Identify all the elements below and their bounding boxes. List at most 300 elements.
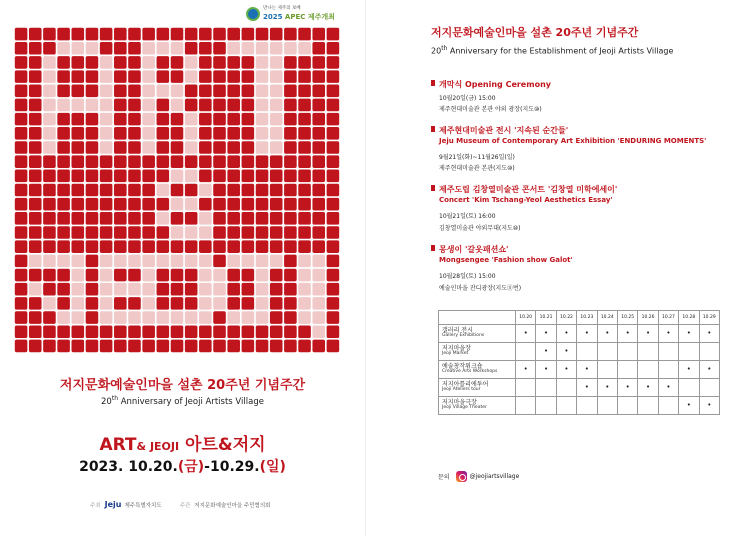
pixel-cell bbox=[213, 240, 226, 253]
pixel-cell bbox=[213, 212, 226, 225]
pixel-cell bbox=[86, 283, 99, 296]
pixel-cell bbox=[72, 283, 85, 296]
pixel-cell bbox=[15, 269, 28, 282]
pixel-cell bbox=[256, 198, 269, 211]
pixel-cell bbox=[270, 113, 283, 126]
pixel-cell bbox=[298, 297, 311, 310]
pixel-cell bbox=[86, 85, 99, 98]
pixel-cell bbox=[86, 184, 99, 197]
pixel-cell bbox=[327, 198, 340, 211]
pixel-cell bbox=[157, 198, 170, 211]
pixel-cell bbox=[128, 340, 141, 353]
bullet-icon bbox=[431, 126, 435, 132]
pixel-cell bbox=[185, 170, 198, 183]
pixel-cell bbox=[256, 340, 269, 353]
pixel-cell bbox=[171, 155, 184, 168]
pixel-cell bbox=[227, 325, 240, 338]
pixel-cell bbox=[227, 184, 240, 197]
schedule-date-header: 10.26 bbox=[638, 311, 658, 325]
pixel-cell bbox=[199, 141, 212, 154]
pixel-cell bbox=[199, 212, 212, 225]
pixel-cell bbox=[298, 170, 311, 183]
pixel-cell bbox=[15, 70, 28, 83]
pixel-cell bbox=[142, 340, 155, 353]
pixel-cell bbox=[43, 255, 56, 268]
pixel-cell bbox=[157, 184, 170, 197]
pixel-cell bbox=[157, 56, 170, 69]
pixel-cell bbox=[142, 85, 155, 98]
schedule-cell: • bbox=[617, 379, 637, 397]
pixel-cell bbox=[185, 141, 198, 154]
pixel-cell bbox=[256, 184, 269, 197]
schedule-row bbox=[439, 397, 720, 415]
pixel-cell bbox=[199, 113, 212, 126]
pixel-cell bbox=[312, 99, 325, 112]
pixel-cell bbox=[57, 70, 70, 83]
pixel-cell bbox=[128, 170, 141, 183]
pixel-cell bbox=[312, 255, 325, 268]
pixel-cell bbox=[312, 170, 325, 183]
pixel-cell bbox=[270, 269, 283, 282]
pixel-cell bbox=[114, 155, 127, 168]
pixel-cell bbox=[185, 325, 198, 338]
pixel-cell bbox=[284, 184, 297, 197]
schedule-cell bbox=[577, 343, 597, 361]
pixel-cell bbox=[312, 198, 325, 211]
pixel-cell bbox=[298, 184, 311, 197]
pixel-cell bbox=[213, 170, 226, 183]
schedule-cell: • bbox=[699, 361, 719, 379]
pixel-cell bbox=[242, 85, 255, 98]
pixel-cell bbox=[100, 127, 113, 140]
pixel-cell bbox=[327, 184, 340, 197]
pixel-cell bbox=[298, 99, 311, 112]
pixel-cell bbox=[227, 70, 240, 83]
pixel-cell bbox=[15, 311, 28, 324]
schedule-cell: • bbox=[536, 343, 556, 361]
pixel-cell bbox=[43, 155, 56, 168]
pixel-cell bbox=[72, 127, 85, 140]
pixel-cell bbox=[213, 226, 226, 239]
pixel-cell bbox=[213, 99, 226, 112]
pixel-cell bbox=[171, 113, 184, 126]
pixel-cell bbox=[312, 283, 325, 296]
pixel-cell bbox=[242, 141, 255, 154]
poster-footer: 주최 Jeju 제주특별자치도 주관 저지문화예술인마을 주민협의회 bbox=[90, 500, 271, 509]
pixel-cell bbox=[227, 226, 240, 239]
pixel-cell bbox=[213, 141, 226, 154]
pixel-cell bbox=[284, 212, 297, 225]
pixel-cell bbox=[256, 240, 269, 253]
pixel-cell bbox=[157, 212, 170, 225]
pixel-cell bbox=[199, 184, 212, 197]
pixel-cell bbox=[199, 155, 212, 168]
pixel-cell bbox=[242, 198, 255, 211]
pixel-cell bbox=[227, 28, 240, 41]
pixel-cell bbox=[185, 212, 198, 225]
pixel-cell bbox=[327, 28, 340, 41]
pixel-cell bbox=[29, 85, 42, 98]
pixel-cell bbox=[171, 170, 184, 183]
pixel-cell bbox=[43, 42, 56, 55]
pixel-cell bbox=[270, 240, 283, 253]
pixel-cell bbox=[57, 113, 70, 126]
pixel-cell bbox=[57, 212, 70, 225]
pixel-cell bbox=[284, 127, 297, 140]
pixel-cell bbox=[312, 113, 325, 126]
pixel-cell bbox=[312, 155, 325, 168]
pixel-cell bbox=[284, 311, 297, 324]
pixel-cell bbox=[15, 184, 28, 197]
pixel-cell bbox=[114, 255, 127, 268]
pixel-cell bbox=[114, 113, 127, 126]
pixel-cell bbox=[100, 255, 113, 268]
pixel-cell bbox=[29, 127, 42, 140]
pixel-cell bbox=[242, 155, 255, 168]
pixel-cell bbox=[242, 70, 255, 83]
schedule-row-label: 예술창작워크숍 Creative Arts Workshops bbox=[439, 361, 516, 379]
pixel-cell bbox=[256, 255, 269, 268]
pixel-cell bbox=[227, 99, 240, 112]
pixel-cell bbox=[72, 269, 85, 282]
instagram-handle[interactable]: @jeojiartsvillage bbox=[469, 473, 520, 480]
pixel-cell bbox=[242, 42, 255, 55]
pixel-cell bbox=[142, 297, 155, 310]
pixel-cell bbox=[128, 297, 141, 310]
pixel-cell bbox=[43, 340, 56, 353]
pixel-cell bbox=[270, 184, 283, 197]
pixel-cell bbox=[199, 255, 212, 268]
pixel-cell bbox=[29, 198, 42, 211]
pixel-cell bbox=[157, 155, 170, 168]
pixel-cell bbox=[72, 198, 85, 211]
schedule-cell bbox=[679, 379, 699, 397]
pixel-cell bbox=[43, 70, 56, 83]
pixel-cell bbox=[43, 127, 56, 140]
schedule-cell bbox=[617, 343, 637, 361]
pixel-cell bbox=[199, 226, 212, 239]
pixel-cell bbox=[114, 42, 127, 55]
pixel-cell bbox=[142, 311, 155, 324]
pixel-cell bbox=[29, 325, 42, 338]
schedule-row bbox=[439, 379, 720, 397]
pixel-cell bbox=[29, 311, 42, 324]
pixel-cell bbox=[114, 70, 127, 83]
pixel-cell bbox=[185, 85, 198, 98]
schedule-header-row bbox=[439, 311, 720, 325]
schedule-row-label: 저지마을장 Jeoji Market bbox=[439, 343, 516, 361]
pixel-cell bbox=[86, 155, 99, 168]
pixel-cell bbox=[256, 70, 269, 83]
pixel-cell bbox=[312, 85, 325, 98]
schedule-cell bbox=[597, 343, 617, 361]
pixel-cell bbox=[312, 56, 325, 69]
pixel-cell bbox=[72, 311, 85, 324]
pixel-cell bbox=[29, 340, 42, 353]
pixel-cell bbox=[142, 70, 155, 83]
pixel-cell bbox=[213, 42, 226, 55]
pixel-cell bbox=[72, 113, 85, 126]
schedule-row-label: 저지마을극장 Jeoji Village Theater bbox=[439, 397, 516, 415]
schedule-cell: • bbox=[679, 397, 699, 415]
pixel-cell bbox=[86, 297, 99, 310]
pixel-cell bbox=[284, 297, 297, 310]
pixel-cell bbox=[199, 170, 212, 183]
program-title: 저지문화예술인마을 설촌 20주년 기념주간 bbox=[431, 26, 639, 39]
pixel-cell bbox=[142, 255, 155, 268]
schedule-cell bbox=[658, 343, 678, 361]
schedule-cell: • bbox=[679, 361, 699, 379]
apec-logo-icon bbox=[246, 7, 260, 21]
pixel-cell bbox=[242, 240, 255, 253]
pixel-cell bbox=[157, 297, 170, 310]
pixel-cell bbox=[327, 311, 340, 324]
pixel-cell bbox=[199, 85, 212, 98]
schedule-cell bbox=[597, 397, 617, 415]
pixel-cell bbox=[15, 340, 28, 353]
pixel-cell bbox=[298, 70, 311, 83]
pixel-cell bbox=[100, 340, 113, 353]
pixel-cell bbox=[284, 170, 297, 183]
pixel-cell bbox=[171, 127, 184, 140]
pixel-cell bbox=[227, 170, 240, 183]
schedule-cell: • bbox=[536, 325, 556, 343]
pixel-cell bbox=[114, 212, 127, 225]
pixel-cell bbox=[242, 113, 255, 126]
pixel-cell bbox=[270, 297, 283, 310]
pixel-cell bbox=[72, 99, 85, 112]
schedule-row-label: 갤러리 전시 Gallery Exhibitions bbox=[439, 325, 516, 343]
pixel-cell bbox=[213, 269, 226, 282]
pixel-cell bbox=[242, 269, 255, 282]
pixel-cell bbox=[256, 325, 269, 338]
pixel-cell bbox=[29, 70, 42, 83]
pixel-cell bbox=[242, 297, 255, 310]
pixel-cell bbox=[157, 113, 170, 126]
pixel-cell bbox=[29, 240, 42, 253]
pixel-cell bbox=[298, 198, 311, 211]
pixel-cell bbox=[213, 198, 226, 211]
pixel-cell bbox=[43, 184, 56, 197]
schedule-cell bbox=[536, 397, 556, 415]
schedule-cell: • bbox=[536, 361, 556, 379]
pixel-cell bbox=[284, 28, 297, 41]
pixel-cell bbox=[86, 70, 99, 83]
pixel-cell bbox=[128, 184, 141, 197]
pixel-cell bbox=[15, 226, 28, 239]
pixel-cell bbox=[171, 99, 184, 112]
apec-badge bbox=[246, 5, 346, 25]
schedule-cell bbox=[556, 397, 576, 415]
pixel-cell bbox=[29, 42, 42, 55]
schedule-cell: • bbox=[597, 325, 617, 343]
pixel-cell bbox=[270, 85, 283, 98]
pixel-cell bbox=[312, 127, 325, 140]
pixel-cell bbox=[256, 42, 269, 55]
pixel-cell bbox=[15, 99, 28, 112]
pixel-cell bbox=[142, 198, 155, 211]
pixel-cell bbox=[270, 325, 283, 338]
pixel-cell bbox=[15, 155, 28, 168]
pixel-cell bbox=[327, 269, 340, 282]
pixel-cell bbox=[327, 255, 340, 268]
pixel-cell bbox=[270, 99, 283, 112]
schedule-cell bbox=[536, 379, 556, 397]
pixel-cell bbox=[157, 325, 170, 338]
pixel-cell bbox=[100, 170, 113, 183]
pixel-cell bbox=[284, 85, 297, 98]
pixel-cell bbox=[157, 255, 170, 268]
pixel-cell bbox=[86, 170, 99, 183]
pixel-cell bbox=[128, 155, 141, 168]
pixel-cell bbox=[100, 56, 113, 69]
pixel-cell bbox=[43, 226, 56, 239]
pixel-cell bbox=[312, 70, 325, 83]
pixel-cell bbox=[128, 311, 141, 324]
pixel-cell bbox=[171, 28, 184, 41]
pixel-cell bbox=[157, 240, 170, 253]
schedule-date-header: 10.27 bbox=[658, 311, 678, 325]
pixel-cell bbox=[86, 127, 99, 140]
art-pixel-graphic bbox=[14, 27, 340, 353]
pixel-cell bbox=[185, 297, 198, 310]
pixel-cell bbox=[171, 198, 184, 211]
pixel-cell bbox=[114, 297, 127, 310]
pixel-cell bbox=[185, 311, 198, 324]
pixel-cell bbox=[312, 311, 325, 324]
pixel-cell bbox=[15, 28, 28, 41]
pixel-cell bbox=[29, 170, 42, 183]
pixel-cell bbox=[298, 255, 311, 268]
pixel-cell bbox=[128, 127, 141, 140]
pixel-cell bbox=[199, 56, 212, 69]
pixel-cell bbox=[185, 42, 198, 55]
pixel-cell bbox=[15, 255, 28, 268]
pixel-cell bbox=[114, 325, 127, 338]
pixel-cell bbox=[227, 198, 240, 211]
pixel-cell bbox=[57, 255, 70, 268]
pixel-cell bbox=[57, 56, 70, 69]
pixel-cell bbox=[15, 85, 28, 98]
pixel-cell bbox=[100, 99, 113, 112]
pixel-cell bbox=[242, 212, 255, 225]
pixel-cell bbox=[185, 113, 198, 126]
pixel-cell bbox=[199, 70, 212, 83]
pixel-cell bbox=[57, 28, 70, 41]
pixel-cell bbox=[128, 212, 141, 225]
pixel-cell bbox=[199, 198, 212, 211]
schedule-cell bbox=[699, 343, 719, 361]
pixel-cell bbox=[128, 85, 141, 98]
pixel-cell bbox=[199, 297, 212, 310]
poster-title-en: 20th Anniversary of Jeoji Artists Village bbox=[101, 395, 264, 407]
pixel-cell bbox=[29, 269, 42, 282]
pixel-cell bbox=[157, 283, 170, 296]
schedule-date-header: 10.20 bbox=[516, 311, 536, 325]
schedule-cell: • bbox=[556, 343, 576, 361]
pixel-cell bbox=[100, 226, 113, 239]
pixel-cell bbox=[43, 99, 56, 112]
pixel-cell bbox=[157, 269, 170, 282]
pixel-cell bbox=[157, 99, 170, 112]
badge-sub: 만나는 제주의 보배 bbox=[263, 6, 301, 11]
pixel-cell bbox=[43, 85, 56, 98]
pixel-cell bbox=[270, 42, 283, 55]
pixel-cell bbox=[142, 325, 155, 338]
schedule-cell: • bbox=[617, 325, 637, 343]
pixel-cell bbox=[57, 226, 70, 239]
pixel-cell bbox=[327, 99, 340, 112]
pixel-cell bbox=[86, 56, 99, 69]
pixel-cell bbox=[185, 70, 198, 83]
pixel-cell bbox=[100, 85, 113, 98]
pixel-cell bbox=[327, 155, 340, 168]
pixel-cell bbox=[327, 325, 340, 338]
pixel-cell bbox=[242, 311, 255, 324]
pixel-cell bbox=[242, 340, 255, 353]
schedule-cell: • bbox=[556, 361, 576, 379]
pixel-cell bbox=[86, 212, 99, 225]
pixel-cell bbox=[213, 85, 226, 98]
pixel-cell bbox=[242, 56, 255, 69]
schedule-cell: • bbox=[658, 325, 678, 343]
pixel-cell bbox=[15, 113, 28, 126]
pixel-cell bbox=[86, 240, 99, 253]
pixel-cell bbox=[157, 28, 170, 41]
pixel-cell bbox=[15, 297, 28, 310]
pixel-cell bbox=[128, 325, 141, 338]
pixel-cell bbox=[142, 212, 155, 225]
pixel-cell bbox=[128, 28, 141, 41]
pixel-cell bbox=[29, 28, 42, 41]
pixel-cell bbox=[114, 340, 127, 353]
pixel-cell bbox=[142, 283, 155, 296]
pixel-cell bbox=[57, 141, 70, 154]
pixel-cell bbox=[284, 56, 297, 69]
pixel-cell bbox=[114, 184, 127, 197]
pixel-cell bbox=[15, 240, 28, 253]
pixel-cell bbox=[100, 184, 113, 197]
pixel-cell bbox=[43, 240, 56, 253]
pixel-cell bbox=[100, 42, 113, 55]
pixel-cell bbox=[114, 283, 127, 296]
schedule-cell bbox=[617, 361, 637, 379]
pixel-cell bbox=[213, 255, 226, 268]
schedule-row bbox=[439, 361, 720, 379]
pixel-cell bbox=[298, 127, 311, 140]
pixel-cell bbox=[142, 226, 155, 239]
pixel-cell bbox=[171, 85, 184, 98]
poster-title-ko: 저지문화예술인마을 설촌 20주년 기념주간 bbox=[59, 378, 306, 393]
pixel-cell bbox=[298, 113, 311, 126]
pixel-cell bbox=[43, 141, 56, 154]
pixel-cell bbox=[171, 184, 184, 197]
pixel-cell bbox=[157, 311, 170, 324]
pixel-cell bbox=[43, 28, 56, 41]
schedule-cell: • bbox=[638, 325, 658, 343]
program-page: 저지문화예술인마을 설촌 20주년 기념주간 20th Anniversary for the Establishment of Jeoji Artists Village 개막식 Opening Ceremony 10월20일(금) 15:00 제주현대미술관 본관 야외 광장(지도⑩) 제주현대미술관 전시 '지속된 순간들' Jeju Museum of Contemporary Art Exhibition 'ENDURING MOMENTS' 9월21일(화)~11월26일(일) 제주현대미술관 본관(지도⑩) 제주도립 김창열미술관 콘서트 '김창열 미학에세이' Concert 'Kim Tschang-Yeol Aesthetics Essay' 10월21일(토) 16:00 김창열미술관 야외무대(지도⑩) 몽생이 '갈옷패션쇼' Mongsengee 'Fashion show Galot' 10월28일(토) 15:00 예술인마을 잔디광장(지도⑪번) 10.20 10.21 10.22 10.23 10.24 10.25 10.26 10.27 10.28 10.29 갤러리 전시 Gallery Exhibitions • • • • • • • • • • 저지마을장 Jeoji Market • • 예술창작워크숍 Creative Arts Workshops • • • • • • 저지아틀리에투어 Jeoji Ateliers tour • • • • • 저지마을극장 Jeoji Village Theater • • 문의 @jeojiartsvillage bbox=[365, 0, 730, 536]
pixel-cell bbox=[284, 226, 297, 239]
pixel-cell bbox=[227, 56, 240, 69]
pixel-cell bbox=[114, 141, 127, 154]
pixel-cell bbox=[213, 311, 226, 324]
pixel-cell bbox=[270, 28, 283, 41]
pixel-cell bbox=[43, 325, 56, 338]
schedule-row-label: 저지아틀리에투어 Jeoji Ateliers tour bbox=[439, 379, 516, 397]
pixel-cell bbox=[227, 269, 240, 282]
pixel-cell bbox=[114, 99, 127, 112]
schedule-cell: • bbox=[658, 379, 678, 397]
